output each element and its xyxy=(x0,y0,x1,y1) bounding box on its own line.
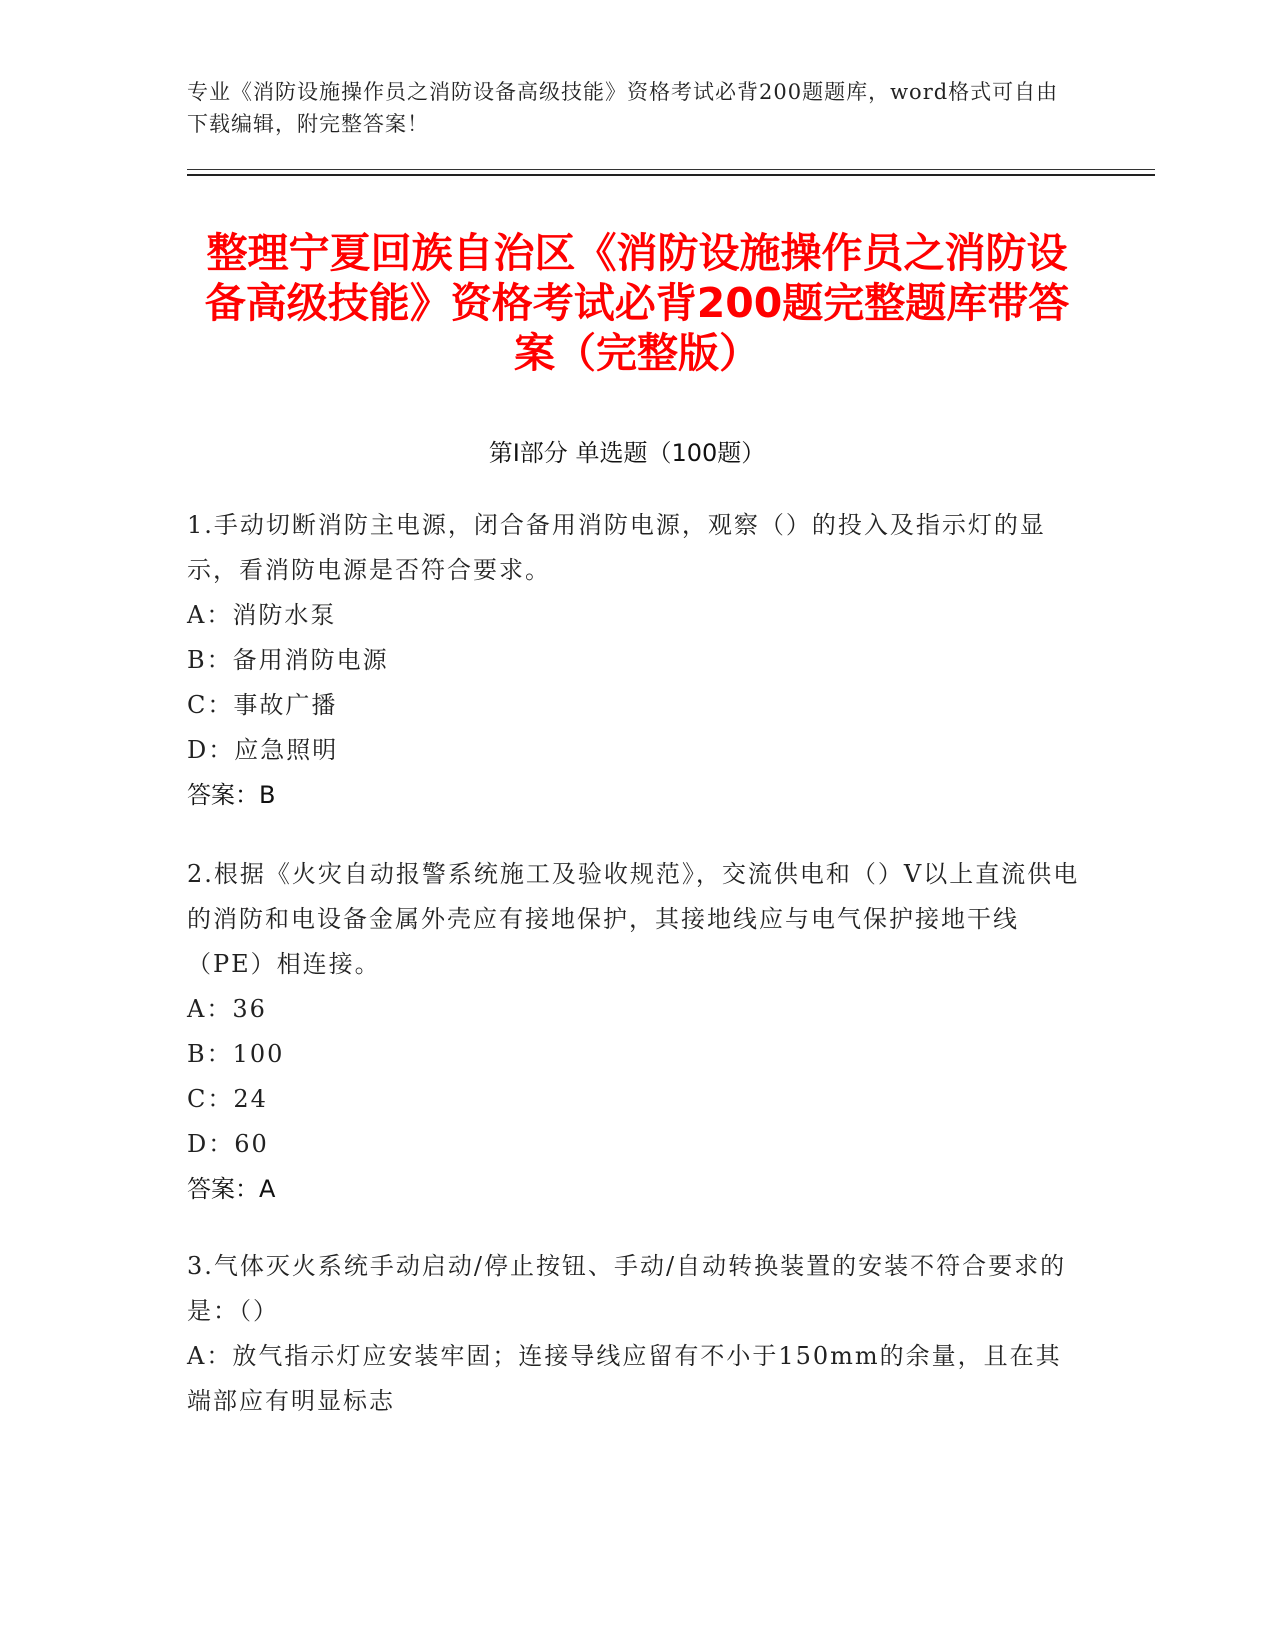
question-1 xyxy=(187,503,1087,818)
question-text: 2.根据《火灾自动报警系统施工及验收规范》，交流供电和（）V以上直流供电的消防和电设备金属外壳应有接地保护，其接地线应与电气保护接地干线（PE）相连接。 xyxy=(187,860,1080,978)
option-c: C：24 xyxy=(187,1085,268,1113)
answer-line: 答案：B xyxy=(187,781,276,809)
document-title: 整理宁夏回族自治区《消防设施操作员之消防设备高级技能》资格考试必背200题完整题库带答案（完整版） xyxy=(204,229,1070,377)
header-divider-thick xyxy=(187,174,1155,176)
question-2 xyxy=(187,852,1087,1212)
header-note: 专业《消防设施操作员之消防设备高级技能》资格考试必背200题题库，word格式可自由下载编辑，附完整答案！ xyxy=(187,80,1059,136)
option-a: A：消防水泵 xyxy=(187,601,337,629)
option-c: C：事故广播 xyxy=(187,691,338,719)
option-b: B：备用消防电源 xyxy=(187,646,389,674)
header-divider-thin xyxy=(187,169,1155,170)
question-3 xyxy=(187,1244,1087,1424)
option-a: A：放气指示灯应安装牢固；连接导线应留有不小于150mm的余量，且在其端部应有明显标志 xyxy=(187,1342,1062,1415)
option-a: A：36 xyxy=(187,995,267,1023)
option-d: D：60 xyxy=(187,1130,269,1158)
section-heading: 第I部分 单选题（100题） xyxy=(488,439,766,467)
option-d: D：应急照明 xyxy=(187,736,339,764)
option-b: B：100 xyxy=(187,1040,285,1068)
answer-line: 答案：A xyxy=(187,1175,276,1203)
question-text: 1.手动切断消防主电源，闭合备用消防电源，观察（）的投入及指示灯的显示，看消防电源是否符合要求。 xyxy=(187,511,1046,584)
question-text: 3.气体灭火系统手动启动/停止按钮、手动/自动转换装置的安装不符合要求的是：（） xyxy=(187,1252,1067,1325)
